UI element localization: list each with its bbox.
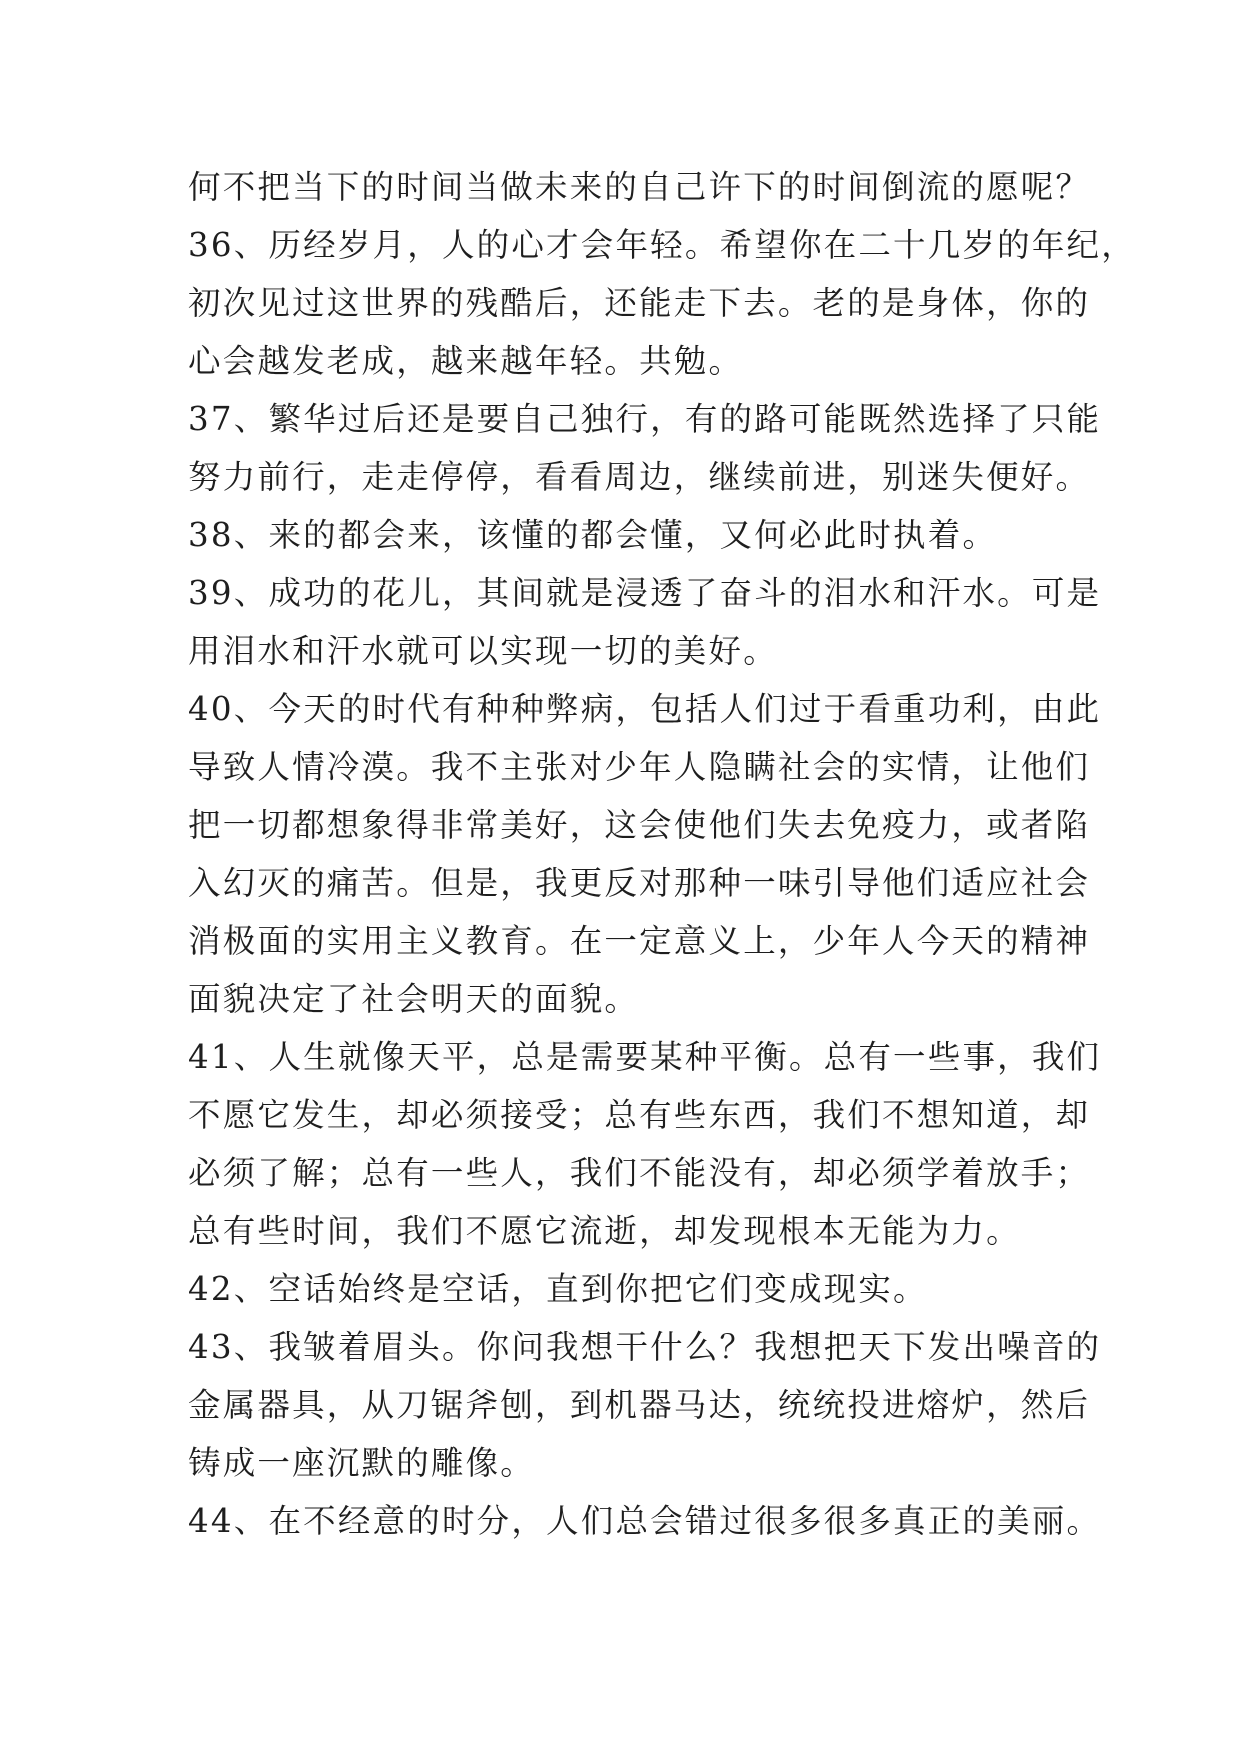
text-line: 41、人生就像天平，总是需要某种平衡。总有一些事，我们 xyxy=(188,1038,1102,1076)
text-line: 铸成一座沉默的雕像。 xyxy=(188,1444,536,1482)
text-line: 初次见过这世界的残酷后，还能走下去。老的是身体，你的 xyxy=(188,284,1091,322)
text-line: 36、历经岁月，人的心才会年轻。希望你在二十几岁的年纪， xyxy=(188,226,1136,264)
text-line: 39、成功的花儿，其间就是浸透了奋斗的泪水和汗水。可是 xyxy=(188,574,1102,612)
text-line: 40、今天的时代有种种弊病，包括人们过于看重功利，由此 xyxy=(188,690,1102,728)
text-line: 金属器具，从刀锯斧刨，到机器马达，统统投进熔炉，然后 xyxy=(188,1386,1091,1424)
text-line: 入幻灭的痛苦。但是，我更反对那种一味引导他们适应社会 xyxy=(188,864,1091,902)
text-line: 把一切都想象得非常美好，这会使他们失去免疫力，或者陷 xyxy=(188,806,1091,844)
text-line: 42、空话始终是空话，直到你把它们变成现实。 xyxy=(188,1270,928,1308)
text-line: 导致人情冷漠。我不主张对少年人隐瞒社会的实情，让他们 xyxy=(188,748,1091,786)
text-line: 43、我皱着眉头。你问我想干什么？我想把天下发出噪音的 xyxy=(188,1328,1102,1366)
body-text xyxy=(188,158,1136,1550)
text-line: 38、来的都会来，该懂的都会懂，又何必此时执着。 xyxy=(188,516,998,554)
text-line: 总有些时间，我们不愿它流逝，却发现根本无能为力。 xyxy=(188,1212,1021,1250)
text-line: 努力前行，走走停停，看看周边，继续前进，别迷失便好。 xyxy=(188,458,1091,496)
text-line: 不愿它发生，却必须接受；总有些东西，我们不想知道，却 xyxy=(188,1096,1091,1134)
text-line: 37、繁华过后还是要自己独行，有的路可能既然选择了只能 xyxy=(188,400,1102,438)
text-line: 心会越发老成，越来越年轻。共勉。 xyxy=(188,342,744,380)
text-line: 消极面的实用主义教育。在一定意义上，少年人今天的精神 xyxy=(188,922,1091,960)
text-line: 用泪水和汗水就可以实现一切的美好。 xyxy=(188,632,778,670)
text-line: 何不把当下的时间当做未来的自己许下的时间倒流的愿呢？ xyxy=(188,168,1091,206)
text-line: 面貌决定了社会明天的面貌。 xyxy=(188,980,640,1018)
text-line: 必须了解；总有一些人，我们不能没有，却必须学着放手； xyxy=(188,1154,1091,1192)
text-line: 44、在不经意的时分，人们总会错过很多很多真正的美丽。 xyxy=(188,1502,1102,1540)
